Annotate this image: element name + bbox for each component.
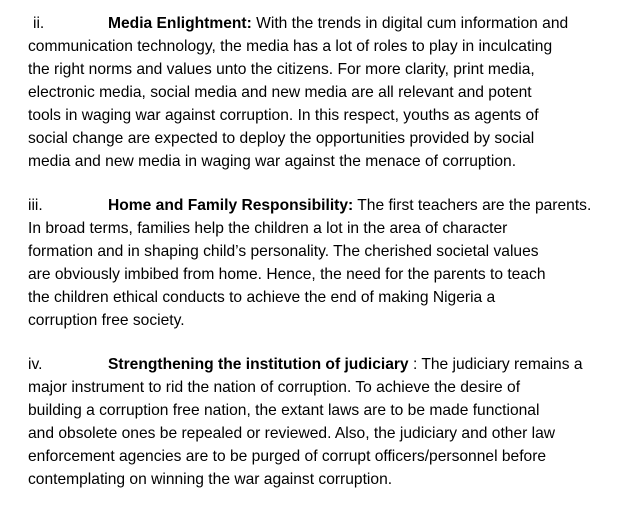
paragraph-line: tools in waging war against corruption. In this respect, youths as agents of	[28, 107, 539, 124]
point-number: iv.	[28, 356, 43, 373]
paragraph-line: communication technology, the media has a lot of roles to play in inculcating	[28, 38, 553, 55]
paragraph-line: social change are expected to deploy the opportunities provided by social	[28, 130, 535, 147]
paragraph-line: the children ethical conducts to achieve the end of making Nigeria a	[28, 289, 496, 306]
point-heading: Media Enlightment:	[108, 15, 252, 32]
point-judiciary	[28, 353, 628, 491]
point-number: ii.	[33, 15, 45, 32]
paragraph-line: media and new media in waging war against the menace of corruption.	[28, 153, 517, 170]
paragraph-line: In broad terms, families help the children a lot in the area of character	[28, 220, 508, 237]
paragraph-line: are obviously imbibed from home. Hence, the need for the parents to teach	[28, 266, 546, 283]
paragraph-line: electronic media, social media and new media are all relevant and potent	[28, 84, 532, 101]
point-lead-line	[28, 194, 628, 217]
point-lead-text: The first teachers are the parents.	[353, 197, 592, 214]
point-lead-text: : The judiciary remains a	[408, 356, 583, 373]
point-lead-line	[28, 353, 628, 376]
paragraph-line: corruption free society.	[28, 312, 185, 329]
slide-body	[28, 12, 628, 512]
paragraph-line: the right norms and values unto the citizens. For more clarity, print media,	[28, 61, 535, 78]
point-home-family	[28, 194, 628, 332]
point-lead-line	[28, 12, 628, 35]
point-media-enlightment	[28, 12, 628, 173]
paragraph-line: major instrument to rid the nation of corruption. To achieve the desire of	[28, 379, 521, 396]
point-heading: Strengthening the institution of judiciary	[108, 356, 409, 373]
point-lead-text: With the trends in digital cum information and	[251, 15, 569, 32]
paragraph-line: enforcement agencies are to be purged of corrupt officers/personnel before	[28, 448, 547, 465]
point-heading: Home and Family Responsibility:	[108, 197, 354, 214]
paragraph-line: formation and in shaping child’s personality. The cherished societal values	[28, 243, 539, 260]
paragraph-line: and obsolete ones be repealed or reviewed. Also, the judiciary and other law	[28, 425, 556, 442]
point-number: iii.	[28, 197, 43, 214]
paragraph-line: contemplating on winning the war against corruption.	[28, 471, 393, 488]
paragraph-line: building a corruption free nation, the extant laws are to be made functional	[28, 402, 540, 419]
